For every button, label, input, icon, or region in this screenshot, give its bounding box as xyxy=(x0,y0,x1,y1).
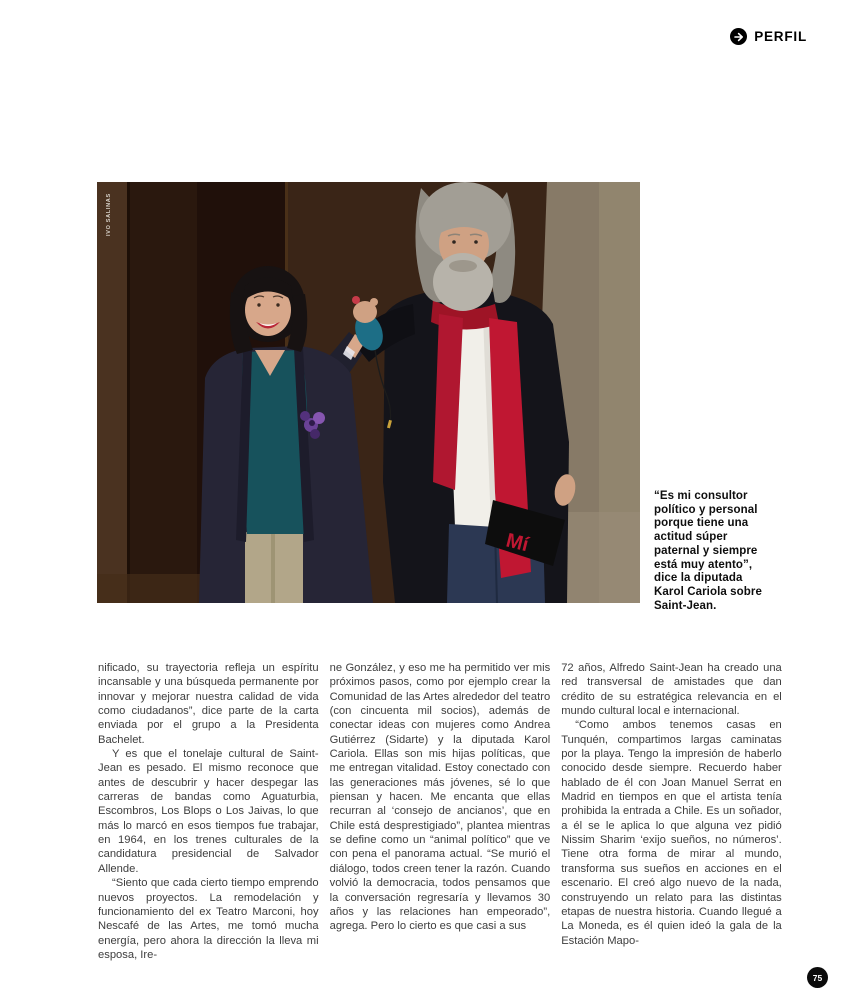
article-column-3 xyxy=(561,661,782,962)
pull-quote-line: paternal y siempre xyxy=(654,544,758,557)
photo-credit: IVO SALINAS xyxy=(106,193,112,236)
pull-quote-line: “Es mi consultor xyxy=(654,490,748,502)
pull-quote-line: actitud súper xyxy=(654,531,728,544)
pull-quote-line: Karol Cariola sobre xyxy=(654,585,762,598)
article-paragraph: 72 años, Alfredo Saint-Jean ha creado una red transversal de amistades que dan crédito de su estratégica relevancia en el mundo cultural local e internacional. xyxy=(561,662,782,718)
article-paragraph: ne González, y eso me ha permitido ver mis próximos pasos, como por ejemplo crear la Comunidad de las Artes alrededor del teatro (con cincuenta mil socios), además de conectar ideas con mujeres como Andrea Gutiérrez (Sidarte) y la diputada Karol Cariola. Ellas son mis hijas políticas, que me entregan vitalidad. Estoy conectado con las generaciones más jóvenes, sé lo que piensan y hacen. Me encanta que ellas recurran al ‘consejo de ancianos’, que en Chile está desprestigiado”, plantea mientras se define como un “animal político” que ve con pena el panorama actual. “Se murió el diálogo, todos creen tener la razón. Cuando volvió la democracia, todos pensamos que la conversación regresaría y llevamos 30 años y las relaciones han empeorado”, agrega. Pero lo cierto es que casi a sus xyxy=(329,662,551,933)
hero-photo xyxy=(97,182,640,603)
pull-quote-line: porque tiene una xyxy=(654,517,749,530)
scarf-logo-text: Mí xyxy=(503,529,531,557)
pull-quote-line: dice la diputada xyxy=(654,572,743,585)
pull-quote-line: está muy atento”, xyxy=(654,558,753,571)
section-label: PERFIL xyxy=(754,29,807,44)
pull-quote xyxy=(654,490,802,613)
article-column-2 xyxy=(330,661,551,962)
article-paragraph: Y es que el tonelaje cultural de Saint-Jean es pesado. El mismo reconoce que antes de descubrir y hacer despegar las carreras de bandas como Aguaturbia, Escombros, Los Blops o Los Jaivas, lo que más lo marcó en esos tiempos fue trabajar, en 1964, en los trenes culturales de la candidatura presidencial de Salvador Allende. xyxy=(98,748,319,875)
arrow-right-icon xyxy=(730,28,747,45)
article-body xyxy=(98,661,782,962)
section-tag xyxy=(730,28,807,45)
article-column-1 xyxy=(98,661,319,962)
hero-photo-illustration xyxy=(97,182,640,603)
pull-quote-line: político y personal xyxy=(654,503,758,516)
page-number-badge: 75 xyxy=(807,967,828,988)
article-paragraph: “Siento que cada cierto tiempo emprendo nuevos proyectos. La remodelación y funcionamiento del ex Teatro Marconi, hoy Nescafé de las Artes, me tomó mucha energía, pero ahora la dirección la lleva mi esposa, Ire- xyxy=(98,877,319,961)
article-paragraph: “Como ambos tenemos casas en Tunquén, compartimos largas caminatas por la playa. Tengo la impresión de haberlo conocido desde siempre. Recuerdo haber hablado de él con Joan Manuel Serrat en Madrid en tiempos en que el artista tenía prohibida la entrada a Chile. Es un soñador, a él se le aplica lo que alguna vez pidió Nissim Sharim ‘exijo sueños, no números’. Tiene otra forma de mirar al mundo, transforma sus sueños en acciones en el escenario. El creó algo nuevo de la nada, construyendo un relato para las distintas etapas de nuestra historia. Cuando llegué a La Moneda, es él quien ideó la gala de la Estación Mapo- xyxy=(561,719,782,947)
pull-quote-line: Saint-Jean. xyxy=(654,599,717,612)
article-paragraph: nificado, su trayectoria refleja un espíritu incansable y una búsqueda permanente por innovar y mejorar nuestra calidad de vida como ciudadanos”, dice parte de la carta enviada por el grupo a la Presidenta Bachelet. xyxy=(98,662,319,746)
